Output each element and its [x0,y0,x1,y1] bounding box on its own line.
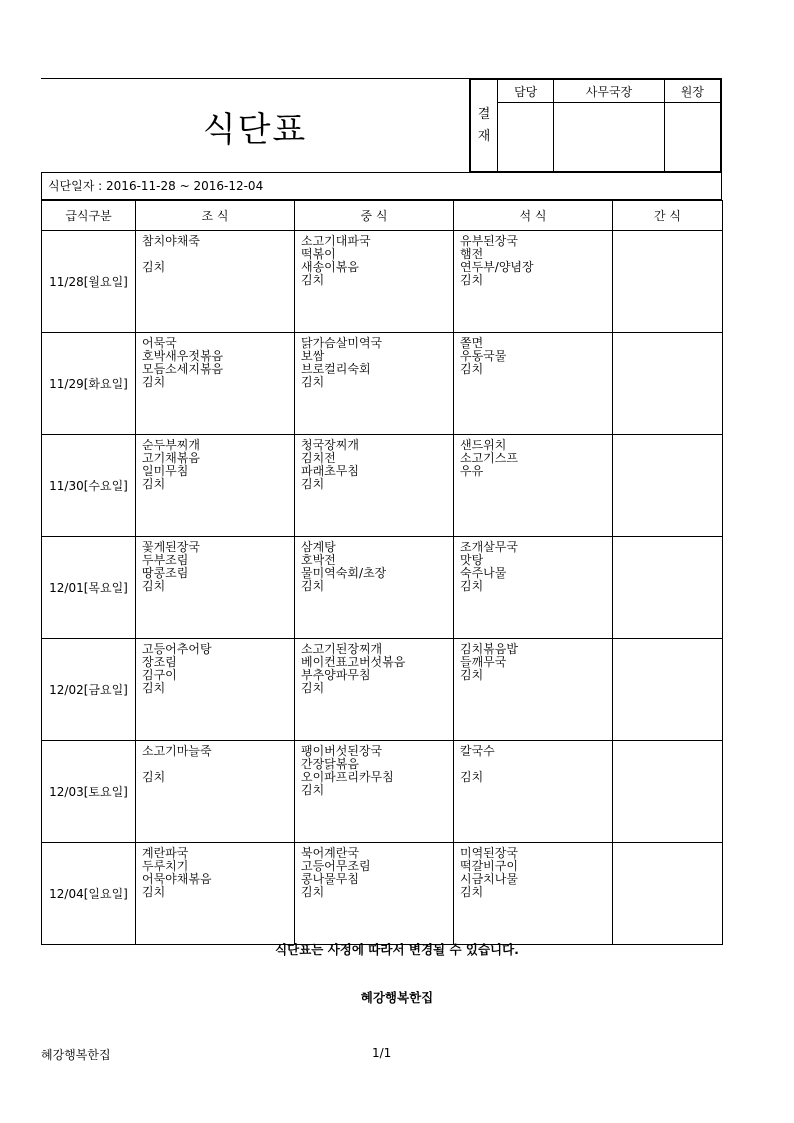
lunch-cell [295,537,454,639]
lunch-cell [295,843,454,945]
breakfast-cell [136,537,295,639]
menu-header-row [42,201,723,231]
menu-item: 닭가슴살미역국 [301,336,383,350]
menu-item: 어묵야채볶음 [142,872,212,886]
menu-item: 북어계란국 [301,846,359,860]
menu-item: 콩나물무침 [301,872,359,886]
menu-item: 김치볶음밥 [460,642,518,656]
menu-item: 청국장찌개 [301,438,359,452]
table-row [42,333,723,435]
menu-item: 숙주나물 [460,566,507,580]
menu-item: 김치 [142,477,166,491]
menu-item: 김치 [460,273,484,287]
menu-item: 떡볶이 [301,247,336,261]
lunch-cell [295,333,454,435]
table-row [42,231,723,333]
day-cell: 11/29[화요일] [42,333,136,435]
day-cell: 11/30[수요일] [42,435,136,537]
day-cell: 12/03[토요일] [42,741,136,843]
menu-item: 김치 [301,885,325,899]
column-header-breakfast: 조 식 [136,201,295,231]
menu-item: 물미역숙회/초장 [301,566,387,580]
menu-item: 미역된장국 [460,846,518,860]
day-cell: 11/28[월요일] [42,231,136,333]
menu-item: 오이파프리카무침 [301,770,394,784]
day-cell: 12/04[일요일] [42,843,136,945]
breakfast-cell [136,741,295,843]
menu-item: 두루치기 [142,859,189,873]
approval-header-manager: 담당 [498,80,554,103]
approval-header-director: 원장 [664,80,720,103]
day-cell: 12/02[금요일] [42,639,136,741]
snack-cell [613,741,723,843]
menu-item: 모듬소세지볶음 [142,362,224,376]
approval-label [471,80,498,172]
menu-item: 새송이볶음 [301,260,359,274]
menu-item: 소고기대파국 [301,234,371,248]
column-header-dinner: 석 식 [454,201,613,231]
menu-item: 소고기스프 [460,451,518,465]
menu-item: 조개살무국 [460,540,518,554]
approval-sign-secretary [554,103,664,172]
menu-item: 두부조림 [142,553,189,567]
snack-cell [613,843,723,945]
menu-item: 김치 [301,783,325,797]
menu-item: 김치 [142,375,166,389]
menu-item: 브로컬리숙회 [301,362,371,376]
menu-item: 김치 [301,273,325,287]
menu-item: 삼계탕 [301,540,336,554]
menu-item: 고기채볶음 [142,451,200,465]
menu-item: 김치 [460,668,484,682]
menu-item: 시금치나물 [460,872,518,886]
menu-item: 간장닭볶음 [301,757,359,771]
menu-item: 김치 [301,681,325,695]
menu-item: 김치전 [301,451,336,465]
menu-item: 김치 [460,362,484,376]
menu-item: 쫄면 [460,336,484,350]
lunch-cell [295,231,454,333]
page-number: 1/1 [372,1046,392,1060]
breakfast-cell [136,639,295,741]
menu-item: 떡갈비구이 [460,859,518,873]
dinner-cell [454,639,613,741]
dinner-cell [454,537,613,639]
menu-item: 부추양파무침 [301,668,371,682]
approval-sign-director [664,103,720,172]
breakfast-cell [136,231,295,333]
approval-box [469,78,722,172]
menu-item: 우유 [460,464,484,478]
menu-item: 베이컨표고버섯볶음 [301,655,406,669]
snack-cell [613,537,723,639]
menu-item: 김치 [460,770,484,784]
menu-item: 연두부/양념장 [460,260,534,274]
table-row [42,639,723,741]
dinner-cell [454,843,613,945]
column-header-category: 급식구분 [42,201,136,231]
menu-item: 김치 [142,681,166,695]
menu-item: 김치 [301,477,325,491]
page-title: 식단표 [41,78,469,173]
snack-cell [613,333,723,435]
menu-item: 우동국물 [460,349,507,363]
lunch-cell [295,741,454,843]
snack-cell [613,435,723,537]
dinner-cell [454,741,613,843]
menu-item: 파래초무침 [301,464,359,478]
menu-item: 샌드위치 [460,438,507,452]
day-cell: 12/01[목요일] [42,537,136,639]
menu-item: 김구이 [142,668,177,682]
menu-item: 꽃게된장국 [142,540,200,554]
menu-item: 소고기마늘죽 [142,744,212,758]
menu-table [41,200,723,945]
organization-name: 혜강행복한집 [360,990,434,1005]
snack-cell [613,231,723,333]
dinner-cell [454,231,613,333]
menu-item: 김치 [142,260,166,274]
menu-item: 계란파국 [142,846,189,860]
menu-item: 들깨무국 [460,655,507,669]
menu-item: 순두부찌개 [142,438,200,452]
table-row [42,537,723,639]
menu-item: 팽이버섯된장국 [301,744,383,758]
menu-item: 호박전 [301,553,336,567]
menu-item: 고등어추어탕 [142,642,212,656]
dinner-cell [454,333,613,435]
change-notice: 식단표는 사정에 따라서 변경될 수 있습니다. [275,942,519,957]
lunch-cell [295,639,454,741]
approval-sign-manager [498,103,554,172]
breakfast-cell [136,843,295,945]
menu-item: 어묵국 [142,336,177,350]
lunch-cell [295,435,454,537]
menu-item: 김치 [460,885,484,899]
date-range: 식단일자 : 2016-11-28 ~ 2016-12-04 [41,172,722,200]
menu-item: 일미무침 [142,464,189,478]
breakfast-cell [136,435,295,537]
menu-item: 참치야채죽 [142,234,200,248]
menu-item: 유부된장국 [460,234,518,248]
menu-item: 소고기된장찌개 [301,642,383,656]
menu-item: 김치 [142,770,166,784]
table-row [42,741,723,843]
approval-label-bottom: 재 [477,128,491,144]
approval-label-top: 결 [477,106,491,122]
menu-item: 고등어무조림 [301,859,371,873]
footer-organization: 혜강행복한집 [41,1048,111,1062]
menu-item: 김치 [301,375,325,389]
menu-item: 칼국수 [460,744,495,758]
menu-item: 김치 [142,885,166,899]
column-header-lunch: 중 식 [295,201,454,231]
menu-item: 장조림 [142,655,177,669]
dinner-cell [454,435,613,537]
menu-item: 맛탕 [460,553,484,567]
breakfast-cell [136,333,295,435]
menu-item: 보쌈 [301,349,325,363]
menu-item: 햄전 [460,247,484,261]
menu-item: 땅콩조림 [142,566,189,580]
menu-item: 김치 [301,579,325,593]
table-row [42,843,723,945]
table-row [42,435,723,537]
column-header-snack: 간 식 [613,201,723,231]
menu-item: 김치 [460,579,484,593]
menu-item: 호박새우젓볶음 [142,349,224,363]
menu-item: 김치 [142,579,166,593]
snack-cell [613,639,723,741]
approval-header-secretary: 사무국장 [554,80,664,103]
